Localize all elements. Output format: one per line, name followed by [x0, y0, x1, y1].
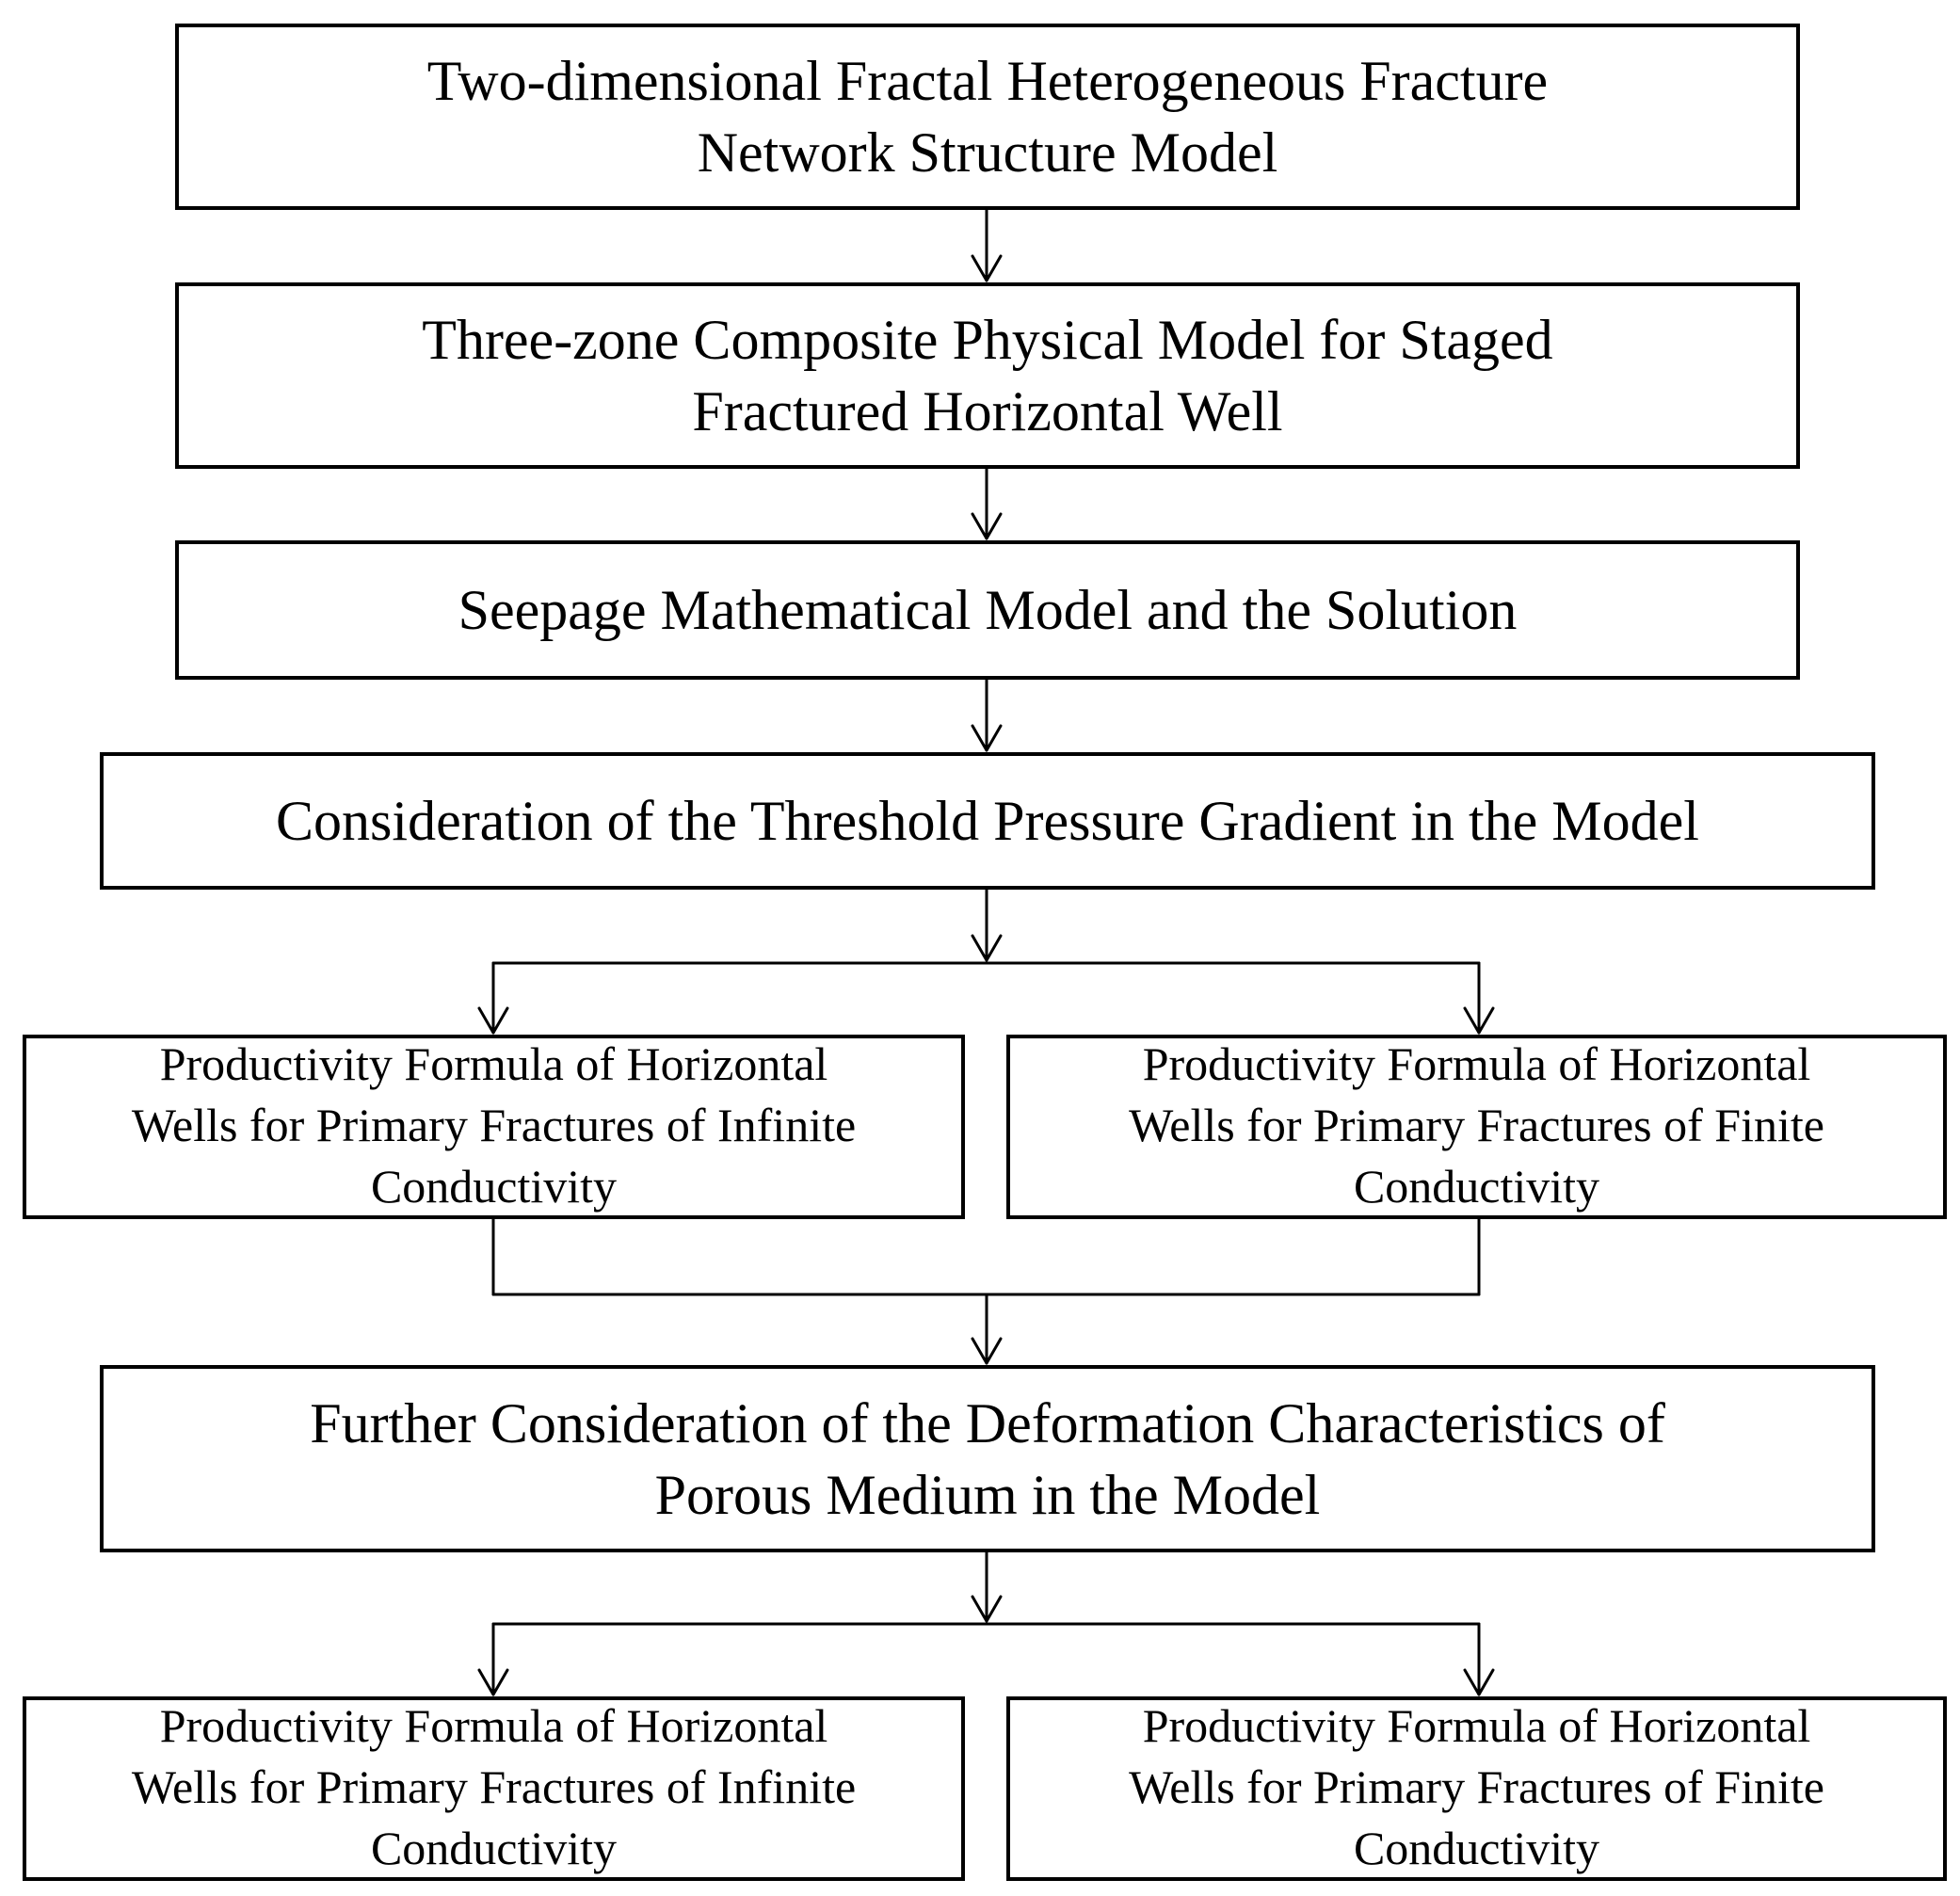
box-fractal-network-model	[175, 24, 1800, 210]
merge-connector	[493, 1218, 1479, 1363]
box-deformation-characteristics	[100, 1365, 1875, 1552]
box-tpg-infinite-conductivity-label: Productivity Formula of Horizontal Wells for Primary Fractures of Infinite Conductivity	[131, 1036, 857, 1213]
box-deformation-infinite-conductivity	[23, 1696, 965, 1881]
box-tpg-infinite-conductivity	[23, 1035, 965, 1219]
arrow-fractal-to-three-zone	[972, 209, 1001, 281]
box-deformation-infinite-conductivity-label: Productivity Formula of Horizontal Wells for Primary Fractures of Infinite Conductivity	[131, 1698, 857, 1874]
split-connector-deformation	[479, 1624, 1493, 1695]
arrow-seepage-to-threshold	[972, 679, 1001, 750]
box-deformation-finite-conductivity	[1006, 1696, 1947, 1881]
box-tpg-finite-conductivity	[1006, 1035, 1947, 1219]
box-deformation-characteristics-label: Further Consideration of the Deformation Characteristics of Porous Medium in the Model	[310, 1391, 1665, 1526]
box-seepage-mathematical-model-label: Seepage Mathematical Model and the Solution	[458, 579, 1518, 641]
box-fractal-network-model-label: Two-dimensional Fractal Heterogeneous Fracture Network Structure Model	[426, 50, 1549, 184]
box-three-zone-physical-model-label: Three-zone Composite Physical Model for Staged Fractured Horizontal Well	[422, 309, 1553, 442]
arrow-threshold-to-split	[972, 889, 1001, 960]
box-tpg-finite-conductivity-label: Productivity Formula of Horizontal Wells for Primary Fractures of Finite Conductivity	[1129, 1036, 1824, 1213]
split-connector-threshold	[479, 963, 1493, 1033]
box-threshold-pressure-gradient	[100, 752, 1875, 890]
box-seepage-mathematical-model	[175, 540, 1800, 680]
box-deformation-finite-conductivity-label: Productivity Formula of Horizontal Wells for Primary Fractures of Finite Conductivity	[1129, 1698, 1824, 1874]
arrow-deformation-to-split	[972, 1551, 1001, 1621]
arrow-three-zone-to-seepage	[972, 468, 1001, 538]
box-threshold-pressure-gradient-label: Consideration of the Threshold Pressure Gradient in the Model	[276, 790, 1699, 852]
box-three-zone-physical-model	[175, 282, 1800, 469]
